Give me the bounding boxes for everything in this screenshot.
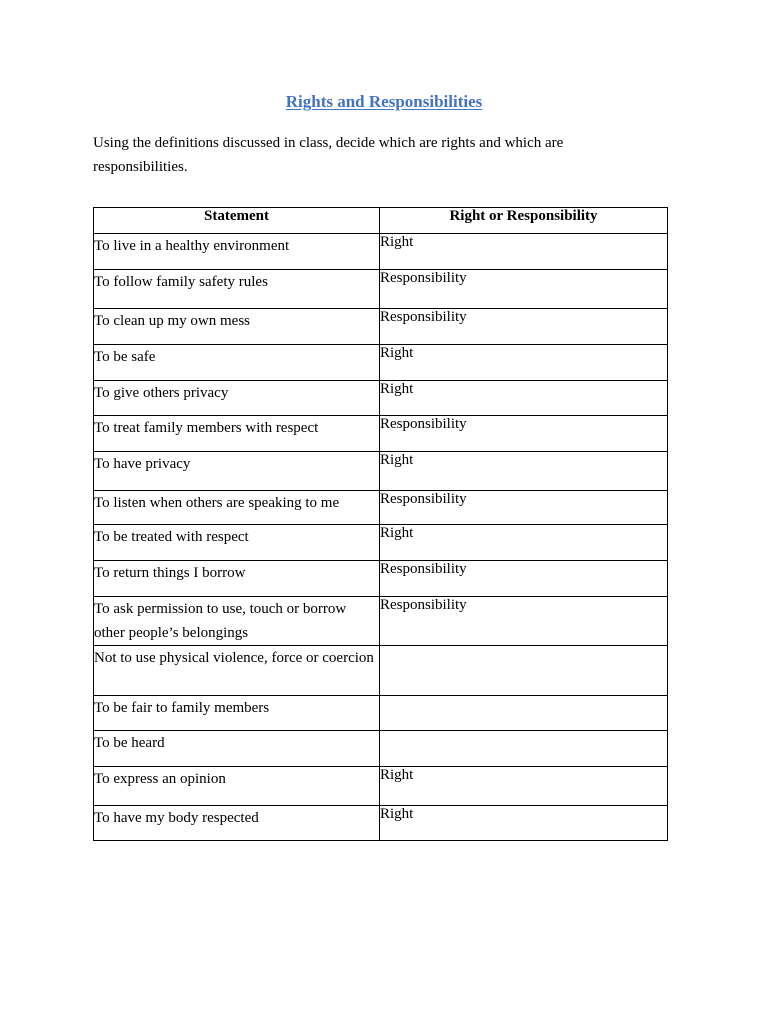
page-title: Rights and Responsibilities — [285, 92, 483, 111]
statement-cell: To be fair to family members — [94, 696, 380, 731]
table-row — [94, 597, 668, 646]
statement-cell: Not to use physical violence, force or coercion — [94, 646, 380, 696]
rights-responsibilities-table — [93, 207, 668, 841]
answer-cell[interactable] — [380, 696, 668, 731]
statement-cell: To be treated with respect — [94, 525, 380, 561]
answer-cell[interactable]: Right — [380, 525, 668, 561]
answer-cell[interactable]: Right — [380, 234, 668, 270]
answer-cell[interactable]: Responsibility — [380, 597, 668, 646]
statement-cell: To return things I borrow — [94, 561, 380, 597]
table-row — [94, 416, 668, 452]
table-row — [94, 234, 668, 270]
statement-cell: To have privacy — [94, 452, 380, 491]
statement-cell: To have my body respected — [94, 806, 380, 841]
answer-column-header: Right or Responsibility — [380, 208, 668, 234]
statement-cell: To live in a healthy environment — [94, 234, 380, 270]
table-row — [94, 309, 668, 345]
table-row — [94, 381, 668, 416]
table-row — [94, 491, 668, 525]
table-row — [94, 731, 668, 767]
statement-cell: To ask permission to use, touch or borrow other people’s belongings — [94, 597, 380, 646]
answer-cell[interactable]: Responsibility — [380, 491, 668, 525]
statement-cell: To listen when others are speaking to me — [94, 491, 380, 525]
table-row — [94, 345, 668, 381]
answer-cell[interactable]: Responsibility — [380, 270, 668, 309]
statement-cell: To treat family members with respect — [94, 416, 380, 452]
table-row — [94, 525, 668, 561]
table-header-row — [94, 208, 668, 234]
answer-cell[interactable]: Right — [380, 767, 668, 806]
table-row — [94, 806, 668, 841]
table-row — [94, 452, 668, 491]
statement-cell: To follow family safety rules — [94, 270, 380, 309]
answer-cell[interactable]: Responsibility — [380, 416, 668, 452]
answer-cell[interactable]: Right — [380, 452, 668, 491]
answer-cell[interactable] — [380, 731, 668, 767]
statement-column-header: Statement — [94, 208, 380, 234]
table-row — [94, 646, 668, 696]
statement-cell: To be heard — [94, 731, 380, 767]
statement-cell: To be safe — [94, 345, 380, 381]
answer-cell[interactable]: Right — [380, 345, 668, 381]
answer-cell[interactable]: Right — [380, 381, 668, 416]
table-row — [94, 561, 668, 597]
table-row — [94, 270, 668, 309]
statement-cell: To give others privacy — [94, 381, 380, 416]
statement-cell: To express an opinion — [94, 767, 380, 806]
table-row — [94, 696, 668, 731]
statement-cell: To clean up my own mess — [94, 309, 380, 345]
answer-cell[interactable] — [380, 646, 668, 696]
answer-cell[interactable]: Responsibility — [380, 309, 668, 345]
answer-cell[interactable]: Right — [380, 806, 668, 841]
answer-cell[interactable]: Responsibility — [380, 561, 668, 597]
table-row — [94, 767, 668, 806]
instructions-text: Using the definitions discussed in class, decide which are rights and which are responsibilities. — [93, 135, 564, 175]
